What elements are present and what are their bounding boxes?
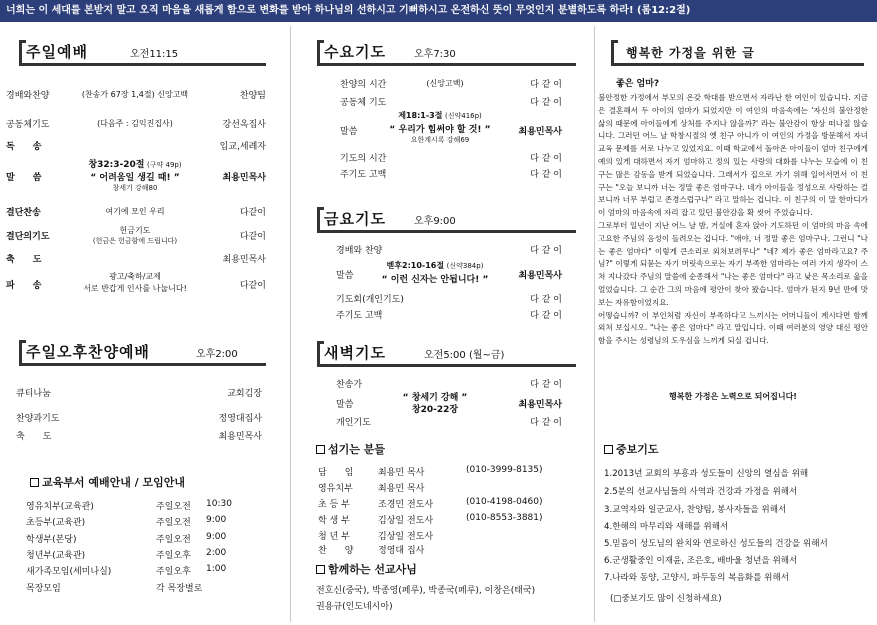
dept-name: 목장모임 <box>26 584 61 594</box>
missionaries-line-2: 권용규(인도네시아) <box>316 602 393 612</box>
order-label: 말씀 <box>336 271 354 281</box>
dept-day: 주일오후 <box>156 567 191 577</box>
friday-title: 금요기도 <box>324 210 386 228</box>
order-label: 경배와 찬양 <box>336 246 383 256</box>
sermon-passage <box>70 157 200 170</box>
order-label: 찬양과기도 <box>16 414 60 424</box>
order-label: 축 도 <box>6 255 42 265</box>
wednesday-header <box>318 40 576 66</box>
dept-time: 10:30 <box>206 499 232 509</box>
prayer-item: 3.교역자와 일군교사, 찬양팀, 봉사자들을 위해서 <box>604 505 787 515</box>
order-label: 공동체 기도 <box>340 98 387 108</box>
order-label: 축 도 <box>16 432 52 442</box>
prayer-item: 7.나라와 동양, 고양시, 파두동의 복음화를 위해서 <box>604 573 790 583</box>
order-leader: 다 같 이 <box>530 311 562 321</box>
sunday-service-title: 주일예배 <box>26 43 88 61</box>
education-title: 교육부서 예배안내 / 모임안내 <box>42 476 186 489</box>
order-leader: 최용민목사 <box>222 173 266 183</box>
order-leader: 다 같 이 <box>530 154 562 164</box>
order-label: 찬송가 <box>336 380 363 390</box>
order-leader: 강선옥집사 <box>222 120 266 130</box>
prayer-footer: (□중보기도 많이 신청하세요) <box>610 594 722 604</box>
servant-role: 초 등 부 <box>318 500 350 510</box>
order-detail: (다음주 : 김익진집사) <box>97 119 173 128</box>
order-leader: 다 같 이 <box>530 380 562 390</box>
order-detail: 헌금기도 <box>119 226 151 235</box>
article-paragraph: 어떻습니까? 이 부인처럼 자신이 부족하다고 느끼시는 어머니들이 계시다면 함께 외쳐 보십시오. "나는 좋은 엄마다" 라고 말입니다. 이때 여러분의 영양 대신 평안함을 주시는 성령님의 도우심을 느끼게 되실 겁니다. <box>598 310 868 346</box>
prayer-title: 중보기도 <box>616 443 659 456</box>
order-leader: 다 같 이 <box>530 295 562 305</box>
sermon-title: “ 우리가 힘써야 할 것! ” <box>389 125 491 135</box>
dept-name: 학생부(본당) <box>26 535 77 545</box>
friday-time: 오후9:00 <box>414 216 456 227</box>
scripture-banner: 너희는 이 세대를 본받지 말고 오직 마음을 새롭게 함으로 변화를 받아 하나님의 선하시고 기뻐하시고 온전하신 뜻이 무엇인지 분별하도록 하라! (롬12:2절) <box>0 0 877 22</box>
order-label: 기도의 시간 <box>340 154 387 164</box>
sermon-title: “ 창세기 강해 ” <box>402 393 468 403</box>
dawn-header <box>318 341 576 367</box>
wednesday-time: 오후7:30 <box>414 49 456 60</box>
dept-day: 각 목장별로 <box>156 584 203 594</box>
servant-role: 찬 양 <box>318 546 354 556</box>
passage: 창32:3-20절 <box>88 160 145 170</box>
article-title: 행복한 가정을 위한 글 <box>626 46 755 60</box>
sermon-series: 창세기 강해80 <box>112 184 158 192</box>
order-detail: (신앙고백) <box>426 79 464 88</box>
order-label: 파 송 <box>6 281 42 291</box>
order-leader: 다 같 이 <box>530 98 562 108</box>
dept-day: 주일오전 <box>156 518 191 528</box>
prayer-item: 1.2013년 교회의 부흥과 성도들이 신앙의 열심을 위해 <box>604 469 809 479</box>
servant-role: 학 생 부 <box>318 516 350 526</box>
servant-role: 영유치부 <box>318 484 353 494</box>
sermon-passage <box>370 110 510 121</box>
sunday-pm-time: 오후2:00 <box>196 349 238 360</box>
wednesday-title: 수요기도 <box>324 43 386 61</box>
order-label: 결단찬송 <box>6 208 41 218</box>
article-paragraph: 그로부터 일년이 지난 어느 날 밤, 거실에 혼자 앉아 기도하던 이 엄마의 마음 속에 고요한 주님의 음성이 들려오는 겁니다. "애야, 너 정말 좋은 엄마구나. 그런니 "나는 좋은 엄마다" 이렇게 큰소리로 외쳐보려무나" "네? 제가 좋은 엄마라고요? 주님?" 이렇게 되묻는 자기 머릿속으로는 자기 부족한 엄마라는 여러 가지 생각이 스쳐 지나갔다 주님의 말씀에 순종해서 "나는 좋은 엄마다" 라고 낮은 목소리로 읊을 얼었습니다. 그 순간 그의 마음에 평안이 찾아 왔습니다. 엄마가 된지 9년 만에 맛보는 자유함이었지요. <box>598 220 868 307</box>
article-paragraph: 불안정한 가정에서 부모의 온갖 학대를 받으면서 자라난 한 여인이 있습니다. 지금은 결혼해서 두 아이의 엄마가 되었지만 이 여인의 마음속에는 '자신의 불안정한 삶의 때문에 아이들에게 상처를 주지나 않을까?' 라는 불안감이 항상 떠나질 않습니다. 그러던 어느 날 학창시절의 옛 친구 아니가 이 여인의 가정을 방문해서 자녀 교육 문제를 서로 나누고 있었지요. 이때 학교에서 돌아온 아이들이 엄마 친구에게 예의 있게 대하면서 자기 엄마하고 정의 있는 사랑의 대화를 나누는 모습에 이 친구는 많은 감동을 받게 되었습니다. 그래서가 집으로 가기 위해 일어서면서 이 친구는 "오늘 보니까 너는 정말 좋은 엄마구나. 네가 아이들을 정성으로 사랑하는 걸 보니까 너무 부럽고 존경스럽구나" 라고 말하는 겁니다. 이 친구의 이 말 한마디가 이 엄마의 마음속에 자리 잡고 있던 불안감을 확 씻어 주었습니다. <box>598 93 868 218</box>
order-leader: 교회김장 <box>227 389 262 399</box>
order-leader: 다같이 <box>239 232 266 242</box>
order-detail: 광고/축하/교제 <box>109 272 161 281</box>
servant-role: 담 임 <box>318 468 354 478</box>
order-label: 큐티나눔 <box>16 389 51 399</box>
servant-name: 최용민 목사 <box>378 484 425 494</box>
checkbox-square-icon <box>316 445 325 454</box>
servant-role: 청 년 부 <box>318 532 350 542</box>
order-leader: 최용민목사 <box>518 400 562 410</box>
order-leader: 입교,세례자 <box>219 142 266 152</box>
order-label: 말씀 <box>336 400 354 410</box>
order-label: 결단의기도 <box>6 232 50 242</box>
servant-name: 최용민 목사 <box>378 468 425 478</box>
order-leader: 다 같 이 <box>530 170 562 180</box>
order-note: 서로 반갑게 인사를 나눕니다! <box>83 284 187 293</box>
order-leader: 최용민목사 <box>218 432 262 442</box>
dept-name: 영유치부(교육관) <box>26 502 94 512</box>
dawn-time: 오전5:00 (월~금) <box>424 350 505 361</box>
servant-phone: (010-3999-8135) <box>466 465 543 475</box>
order-label: 찬양의 시간 <box>340 80 387 90</box>
prayer-item: 4.한해의 마무리와 새해를 위해서 <box>604 522 729 532</box>
prayer-header <box>604 441 659 457</box>
prayer-item: 5.믿음이 성도님의 완치와 연로하신 성도들의 건강을 위해서 <box>604 539 828 549</box>
servant-name: 김상일 전도사 <box>378 516 434 526</box>
order-leader: 다같이 <box>239 208 266 218</box>
sunday-service-header <box>20 40 266 66</box>
education-header <box>30 474 185 490</box>
order-label: 경배와찬양 <box>6 91 50 101</box>
servant-name: 조경민 전도사 <box>378 500 434 510</box>
dept-day: 주일오전 <box>156 535 191 545</box>
column-divider-1 <box>290 26 291 622</box>
servant-phone: (010-4198-0460) <box>466 497 543 507</box>
order-leader: 찬양팀 <box>239 91 266 101</box>
order-detail: (찬송가 67장 1,4절) 신앙고백 <box>81 90 189 99</box>
sermon-title: “ 이런 신자는 안됩니다! ” <box>381 275 489 285</box>
sunday-pm-header <box>20 340 266 366</box>
prayer-item: 6.군생활중인 이재윤, 조은호, 배바울 청년을 위해서 <box>604 556 798 566</box>
passage-page: (신약416p) <box>445 112 482 120</box>
passage-page: (구약 49p) <box>147 161 182 169</box>
missionaries-line-1: 전호신(중국), 박종영(페루), 박종국(페루), 이창은(태국) <box>316 586 536 596</box>
order-label: 독 송 <box>6 142 42 152</box>
order-leader: 다같이 <box>239 281 266 291</box>
missionaries-header <box>316 561 417 577</box>
dawn-title: 새벽기도 <box>324 344 386 362</box>
order-leader: 다 같 이 <box>530 80 562 90</box>
order-label: 기도회(개인기도) <box>336 295 404 305</box>
article-header <box>612 40 864 66</box>
order-label: 공동체기도 <box>6 120 50 130</box>
checkbox-square-icon <box>30 478 39 487</box>
sermon-title: “ 어려움일 생길 때! ” <box>90 173 180 183</box>
order-leader: 다 같 이 <box>530 246 562 256</box>
sermon-passage: 창20-22장 <box>411 405 459 415</box>
order-leader: 다 같 이 <box>530 418 562 428</box>
article-subtitle: 좋은 엄마? <box>616 79 660 89</box>
prayer-item: 2.5분의 선교사님들의 사역과 건강과 가정을 위해서 <box>604 487 798 497</box>
checkbox-square-icon <box>316 565 325 574</box>
order-label: 주기도 고백 <box>340 170 387 180</box>
servant-name: 정영대 집사 <box>378 546 425 556</box>
sunday-pm-title: 주일오후찬양예배 <box>26 343 150 361</box>
order-leader: 정영대집사 <box>218 414 262 424</box>
order-label: 개인기도 <box>336 418 371 428</box>
dept-name: 새가족모임(세미나실) <box>26 567 112 577</box>
servant-name: 김상일 전도사 <box>378 532 434 542</box>
dept-day: 주일오전 <box>156 502 191 512</box>
dept-name: 초등부(교육관) <box>26 518 86 528</box>
dept-time: 9:00 <box>206 532 227 542</box>
order-label: 주기도 고백 <box>336 311 383 321</box>
order-label: 말씀 <box>340 127 358 137</box>
passage: 벧후2:10-16절 <box>386 261 445 270</box>
dept-time: 2:00 <box>206 548 227 558</box>
article-closing: 행복한 가정은 노력으로 되어집니다! <box>669 392 797 401</box>
checkbox-square-icon <box>604 445 613 454</box>
passage-page: (신약384p) <box>446 262 484 270</box>
servant-phone: (010-8553-3881) <box>466 513 543 523</box>
sermon-passage <box>360 260 510 271</box>
order-leader: 최용민목사 <box>222 255 266 265</box>
order-leader: 최용민목사 <box>518 271 562 281</box>
passage: 제18:1-3절 <box>398 111 443 120</box>
order-label: 말 씀 <box>6 173 42 183</box>
servants-title: 섬기는 분들 <box>328 443 385 456</box>
order-detail: 여기에 모인 우리 <box>105 207 165 216</box>
column-divider-2 <box>594 26 595 622</box>
order-leader: 최용민목사 <box>518 127 562 137</box>
dept-time: 1:00 <box>206 564 227 574</box>
article-body <box>598 92 868 348</box>
friday-header <box>318 207 576 233</box>
dept-day: 주일오후 <box>156 551 191 561</box>
sermon-series: 요한계시록 강해69 <box>410 136 470 144</box>
dept-time: 9:00 <box>206 515 227 525</box>
order-note: (헌금은 헌금함에 드립니다) <box>92 237 178 245</box>
dept-name: 청년부(교육관) <box>26 551 86 561</box>
missionaries-title: 함께하는 선교사님 <box>328 563 417 576</box>
servants-header <box>316 441 385 457</box>
sunday-service-time: 오전11:15 <box>130 49 179 60</box>
